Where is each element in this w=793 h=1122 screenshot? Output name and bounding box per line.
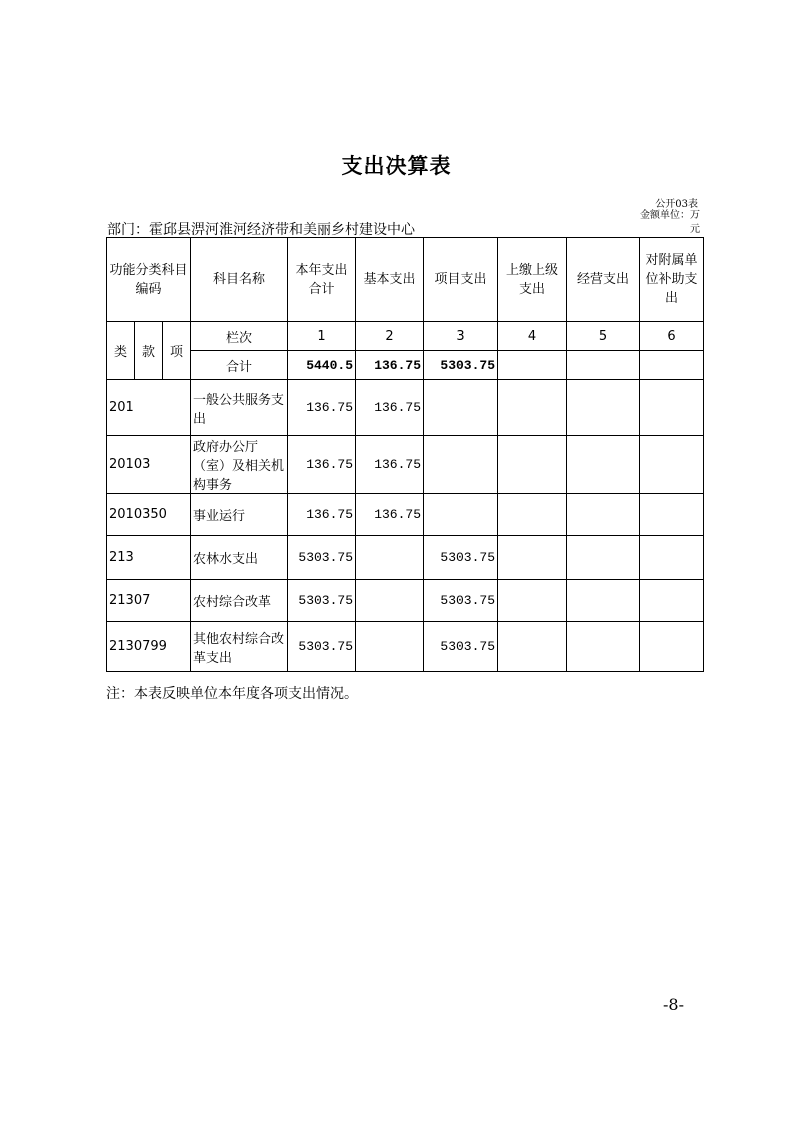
row-basic: 136.75 xyxy=(356,494,424,536)
row-upper xyxy=(498,622,567,672)
form-number: 公开03表 xyxy=(655,199,698,210)
header-upper: 上缴上级支出 xyxy=(498,238,567,322)
total-cell xyxy=(567,351,640,380)
row-code: 21307 xyxy=(107,580,191,622)
row-subsidy xyxy=(640,436,704,494)
row-total: 5303.75 xyxy=(288,580,356,622)
total-label: 合计 xyxy=(191,351,288,380)
col-number: 3 xyxy=(424,322,498,351)
table-row xyxy=(107,622,704,672)
row-basic xyxy=(356,580,424,622)
header-total: 本年支出合计 xyxy=(288,238,356,322)
row-code: 213 xyxy=(107,536,191,580)
row-business xyxy=(567,494,640,536)
total-cell: 5303.75 xyxy=(424,351,498,380)
header-func-code: 功能分类科目编码 xyxy=(107,238,191,322)
row-project: 5303.75 xyxy=(424,622,498,672)
table-row xyxy=(107,436,704,494)
amount-unit: 金额单位：万元 xyxy=(640,210,700,235)
row-business xyxy=(567,622,640,672)
header-basic: 基本支出 xyxy=(356,238,424,322)
row-upper xyxy=(498,494,567,536)
row-business xyxy=(567,436,640,494)
department-label: 部门：霍邱县淠河淮河经济带和美丽乡村建设中心 xyxy=(107,222,415,238)
row-upper xyxy=(498,436,567,494)
row-code: 20103 xyxy=(107,436,191,494)
header-subsidy: 对附属单位补助支出 xyxy=(640,238,704,322)
total-cell: 136.75 xyxy=(356,351,424,380)
row-name: 一般公共服务支出 xyxy=(191,380,288,436)
table-row xyxy=(107,380,704,436)
col-number: 5 xyxy=(567,322,640,351)
row-subsidy xyxy=(640,580,704,622)
row-name: 政府办公厅（室）及相关机构事务 xyxy=(191,436,288,494)
total-cell xyxy=(640,351,704,380)
col-number: 6 xyxy=(640,322,704,351)
row-total: 5303.75 xyxy=(288,536,356,580)
row-name: 农林水支出 xyxy=(191,536,288,580)
header-lanci: 栏次 xyxy=(191,322,288,351)
table-row xyxy=(107,494,704,536)
row-total: 136.75 xyxy=(288,494,356,536)
row-name: 其他农村综合改革支出 xyxy=(191,622,288,672)
row-basic xyxy=(356,536,424,580)
table-note: 注：本表反映单位本年度各项支出情况。 xyxy=(106,686,358,702)
row-project: 5303.75 xyxy=(424,536,498,580)
header-project: 项目支出 xyxy=(424,238,498,322)
table-row xyxy=(107,580,704,622)
row-business xyxy=(567,380,640,436)
row-project xyxy=(424,380,498,436)
page-number: -8- xyxy=(663,995,684,1014)
header-xiang: 项 xyxy=(163,322,191,380)
col-number: 4 xyxy=(498,322,567,351)
row-total: 5303.75 xyxy=(288,622,356,672)
row-basic: 136.75 xyxy=(356,436,424,494)
row-basic: 136.75 xyxy=(356,380,424,436)
row-code: 201 xyxy=(107,380,191,436)
row-name: 农村综合改革 xyxy=(191,580,288,622)
row-subsidy xyxy=(640,494,704,536)
page-title: 支出决算表 xyxy=(341,154,452,178)
row-subsidy xyxy=(640,536,704,580)
row-subsidy xyxy=(640,380,704,436)
row-upper xyxy=(498,580,567,622)
header-subject-name: 科目名称 xyxy=(191,238,288,322)
row-project xyxy=(424,494,498,536)
col-number: 1 xyxy=(288,322,356,351)
row-name: 事业运行 xyxy=(191,494,288,536)
row-code: 2130799 xyxy=(107,622,191,672)
row-project xyxy=(424,436,498,494)
row-code: 2010350 xyxy=(107,494,191,536)
row-subsidy xyxy=(640,622,704,672)
row-total: 136.75 xyxy=(288,436,356,494)
col-number: 2 xyxy=(356,322,424,351)
header-lei: 类 xyxy=(107,322,135,380)
header-business: 经营支出 xyxy=(567,238,640,322)
row-business xyxy=(567,536,640,580)
total-cell xyxy=(498,351,567,380)
total-cell: 5440.5 xyxy=(288,351,356,380)
row-total: 136.75 xyxy=(288,380,356,436)
row-upper xyxy=(498,380,567,436)
table-row xyxy=(107,536,704,580)
row-upper xyxy=(498,536,567,580)
row-business xyxy=(567,580,640,622)
expenditure-table xyxy=(106,237,704,672)
row-project: 5303.75 xyxy=(424,580,498,622)
row-basic xyxy=(356,622,424,672)
header-kuan: 款 xyxy=(135,322,163,380)
